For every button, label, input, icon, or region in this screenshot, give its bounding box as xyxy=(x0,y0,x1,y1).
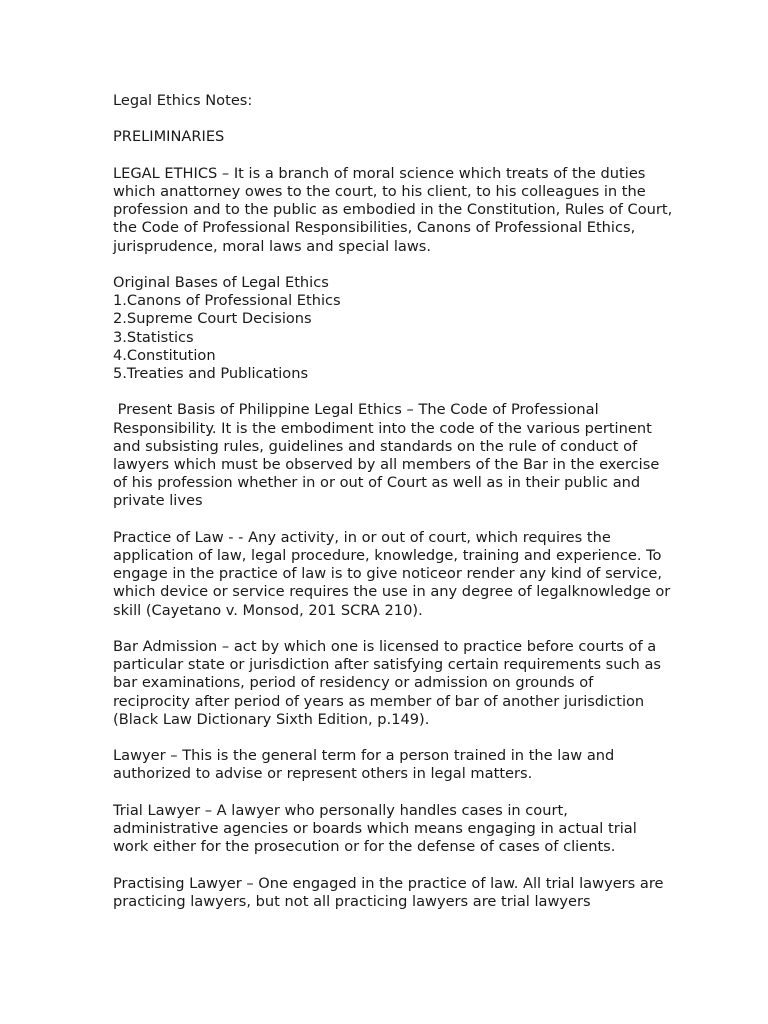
original-bases-heading: Original Bases of Legal Ethics xyxy=(113,273,329,291)
list-item: 4.Constitution xyxy=(113,346,216,364)
document-title: Legal Ethics Notes: xyxy=(113,92,253,109)
trial-lawyer-paragraph: Trial Lawyer – A lawyer who personally handles cases in court, administrative agencies or boards which means engaging in actual trial work either for the prosecution or for the defense of cases of clients. xyxy=(113,801,642,856)
practising-lawyer-paragraph: Practising Lawyer – One engaged in the practice of law. All trial lawyers are practicing lawyers, but not all practicing lawyers are trial lawyers xyxy=(113,874,669,910)
practice-of-law-paragraph: Practice of Law - - Any activity, in or out of court, which requires the application of law, legal procedure, knowledge, training and experience. To engage in the practice of law is to give noticeor render any kind of service, which device or service requires the use in any degree of legalknowledge or skill (Cayetano v. Monsod, 201 SCRA 210). xyxy=(113,528,675,619)
section-heading: PRELIMINARIES xyxy=(113,128,225,146)
bar-admission-paragraph: Bar Admission – act by which one is licensed to practice before courts of a particular state or jurisdiction after satisfying certain requirements such as bar examinations, period of residency or admission on grounds of reciprocity after period of years as member of bar of another jurisdiction (Black Law Dictionary Sixth Edition, p.149). xyxy=(113,638,666,728)
document-page xyxy=(113,92,677,929)
list-item: 3.Statistics xyxy=(113,328,194,346)
list-item: 1.Canons of Professional Ethics xyxy=(113,292,341,310)
list-item: 5.Treaties and Publications xyxy=(113,365,309,382)
original-bases-list xyxy=(113,274,673,383)
list-item: 2.Supreme Court Decisions xyxy=(113,310,312,328)
lawyer-paragraph: Lawyer – This is the general term for a person trained in the law and authorized to advise or represent others in legal matters. xyxy=(113,747,619,783)
present-basis-paragraph: Present Basis of Philippine Legal Ethics – The Code of Professional Responsibility. It is the embodiment into the code of the various pertinent and subsisting rules, guidelines and standards on the rule of conduct of lawyers which must be observed by all members of the Bar in the exercise of his profession whether in or out of Court as well as in their public and private lives xyxy=(113,401,664,510)
legal-ethics-definition: LEGAL ETHICS – It is a branch of moral science which treats of the duties which anattorney owes to the court, to his client, to his colleagues in the profession and to the public as embodied in the Constitution, Rules of Court, the Code of Professional Responsibilities, Canons of Professional Ethics, jurisprudence, moral laws and special laws. xyxy=(113,164,677,255)
